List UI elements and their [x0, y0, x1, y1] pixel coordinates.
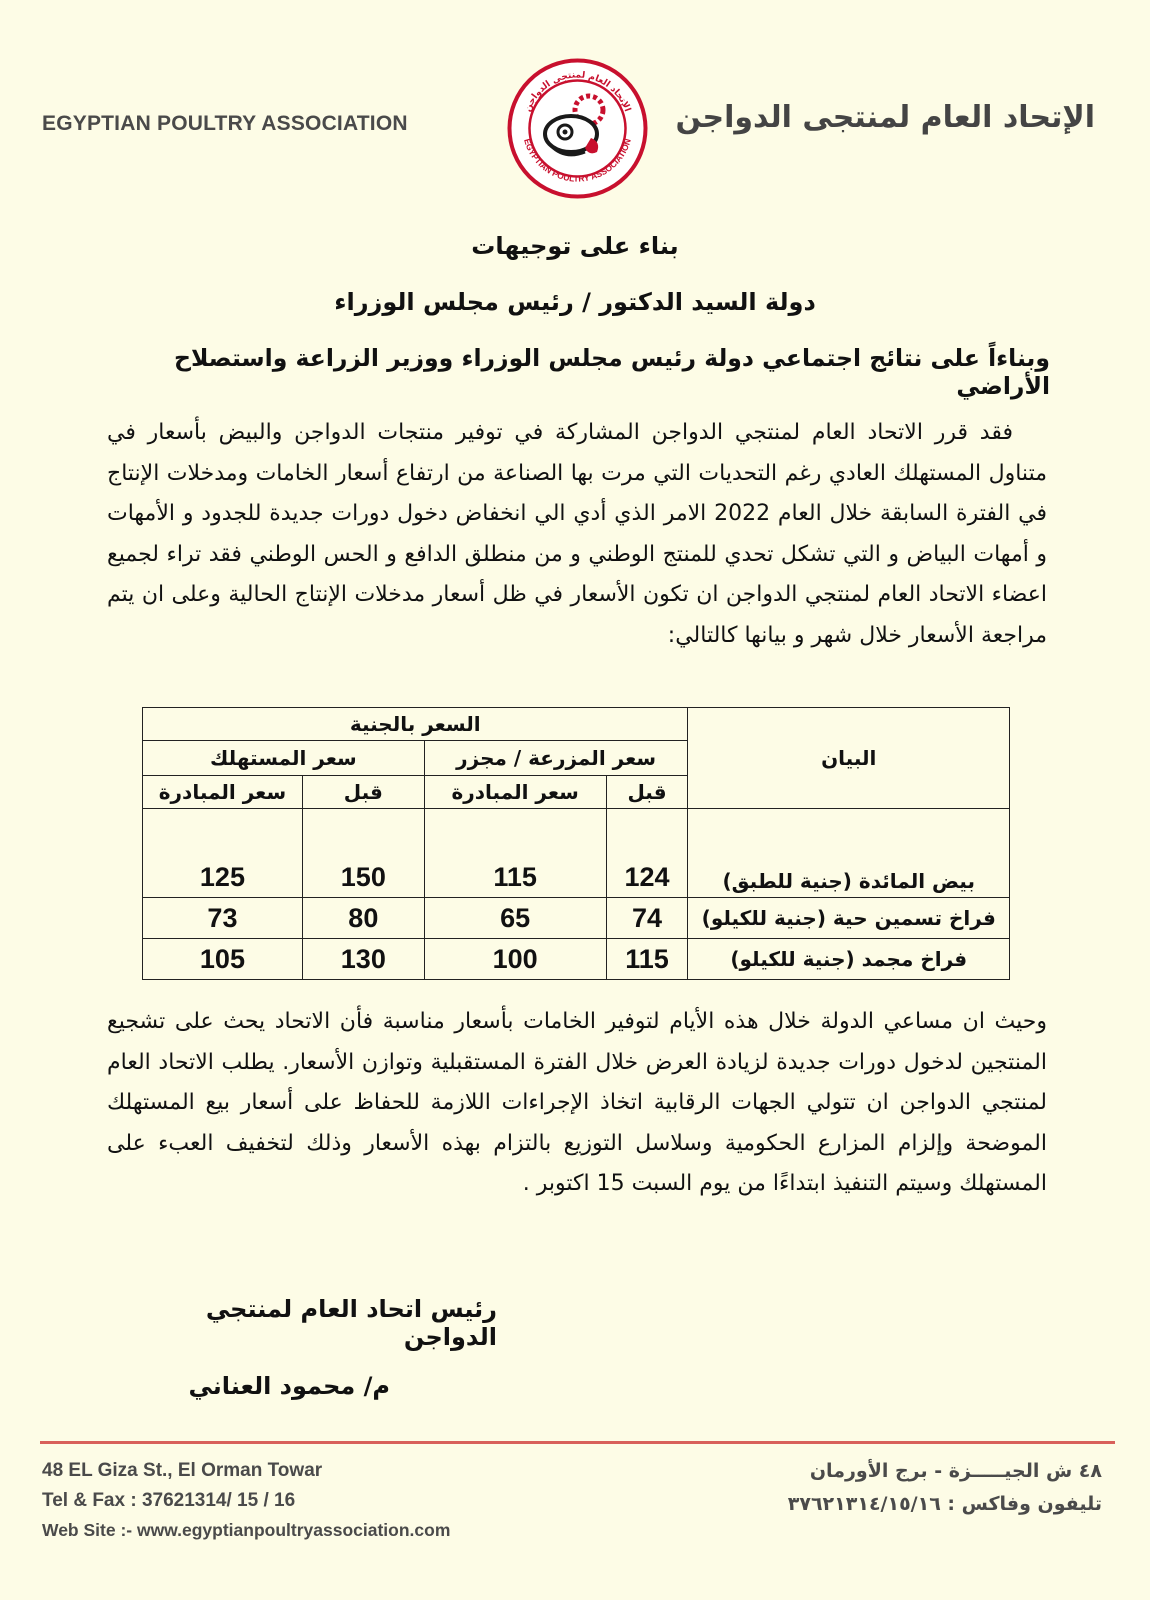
- col-header-item: البيان: [688, 708, 1010, 809]
- cell-consumer-before: 150: [302, 809, 424, 898]
- cell-consumer-initiative: 125: [143, 809, 303, 898]
- cell-farm-initiative: 65: [424, 898, 606, 939]
- row-item-label: فراخ تسمين حية (جنية للكيلو): [688, 898, 1010, 939]
- table-row: [143, 898, 1010, 939]
- intro-paragraph: [107, 413, 1047, 656]
- org-name-english: EGYPTIAN POULTRY ASSOCIATION: [42, 112, 408, 135]
- heading-line-1: بناء على توجيهات: [471, 232, 679, 260]
- footer-tel-en: Tel & Fax : 37621314/ 15 / 16: [42, 1490, 296, 1511]
- heading-line-3: وبناءاً على نتائج اجتماعي دولة رئيس مجلس الوزراء ووزير الزراعة واستصلاح الأراضي: [174, 344, 1050, 400]
- org-name-arabic: الإتحاد العام لمنتجى الدواجن: [675, 100, 1095, 135]
- cell-consumer-initiative: 105: [143, 939, 303, 980]
- footer-address-en: 48 EL Giza St., El Orman Towar: [42, 1460, 323, 1481]
- footer-address-ar: ٤٨ ش الجيـــــزة - برج الأورمان: [809, 1460, 1102, 1482]
- association-logo: [505, 56, 650, 201]
- cell-farm-initiative: 100: [424, 939, 606, 980]
- col-header-farm-group: سعر المزرعة / مجزر: [424, 741, 688, 776]
- table-row: [143, 939, 1010, 980]
- closing-paragraph: وحيث ان مساعي الدولة خلال هذه الأيام لتوفير الخامات بأسعار مناسبة فأن الاتحاد يحث على تشجيع المنتجين لدخول دورات جديدة لزيادة العرض خلال الفترة المستقبلية وتوازن الأسعار. يطلب الاتحاد العام لمنتجي الدواجن ان تتولي الجهات الرقابية اتخاذ الإجراءات اللازمة للحفاظ على أسعار بيع المستهلك الموضحة وإلزام المزارع الحكومية وسلاسل التوزيع بالتزام بهذه الأسعار وذلك لتخفيف العبء على المستهلك وسيتم التنفيذ ابتداءًا من يوم السبت 15 اكتوبر .: [107, 1009, 1047, 1196]
- signature-name: م/ محمود العناني: [188, 1372, 390, 1400]
- col-header-consumer-group: سعر المستهلك: [143, 741, 425, 776]
- footer-divider: [40, 1441, 1115, 1444]
- col-header-price-group: السعر بالجنية: [143, 708, 688, 741]
- intro-paragraph-text: فقد قرر الاتحاد العام لمنتجي الدواجن المشاركة في توفير منتجات الدواجن والبيض بأسعار في متناول المستهلك العادي رغم التحديات التي مرت بها الصناعة من ارتفاع أسعار الخامات ومدخلات الإنتاج في الفترة السابقة خلال العام 2022 الامر الذي أدي الي انخفاض دخول دورات جديدة للجدود و الأمهات و أمهات البياض و التي تشكل تحدي للمنتج الوطني و من منطلق الدافع و الحس الوطني فقد تراء لجميع اعضاء الاتحاد العام لمنتجي الدواجن ان تكون الأسعار في ظل أسعار مدخلات الإنتاج الحالية وعلى ان يتم مراجعة الأسعار خلال شهر و بيانها كالتالي:: [107, 420, 1047, 648]
- col-header-farm-initiative: سعر المبادرة: [424, 776, 606, 809]
- footer-website-en: Web Site :- www.egyptianpoultryassociation.com: [42, 1520, 451, 1540]
- heading-line-2: دولة السيد الدكتور / رئيس مجلس الوزراء: [334, 288, 816, 316]
- cell-farm-before: 115: [606, 939, 688, 980]
- col-header-farm-before: قبل: [606, 776, 688, 809]
- signature-title: رئيس اتحاد العام لمنتجي الدواجن: [205, 1295, 497, 1351]
- col-header-consumer-initiative: سعر المبادرة: [143, 776, 303, 809]
- row-item-label: بيض المائدة (جنية للطبق): [688, 809, 1010, 898]
- logo-ring-text-en: EGYPTIAN POULTRY ASSOCIATION: [522, 137, 633, 184]
- cell-farm-initiative: 115: [424, 809, 606, 898]
- footer-tel-ar: تليفون وفاكس : ٣٧٦٢١٣١٤/١٥/١٦: [787, 1493, 1102, 1515]
- row-item-label: فراخ مجمد (جنية للكيلو): [688, 939, 1010, 980]
- table-row: [143, 809, 1010, 898]
- cell-farm-before: 124: [606, 809, 688, 898]
- price-table: [142, 707, 1010, 980]
- cell-consumer-initiative: 73: [143, 898, 303, 939]
- logo-ring-text-ar: الإتحاد العام لمنتجى الدواجن: [522, 70, 633, 114]
- cell-consumer-before: 130: [302, 939, 424, 980]
- cell-consumer-before: 80: [302, 898, 424, 939]
- cell-farm-before: 74: [606, 898, 688, 939]
- col-header-consumer-before: قبل: [302, 776, 424, 809]
